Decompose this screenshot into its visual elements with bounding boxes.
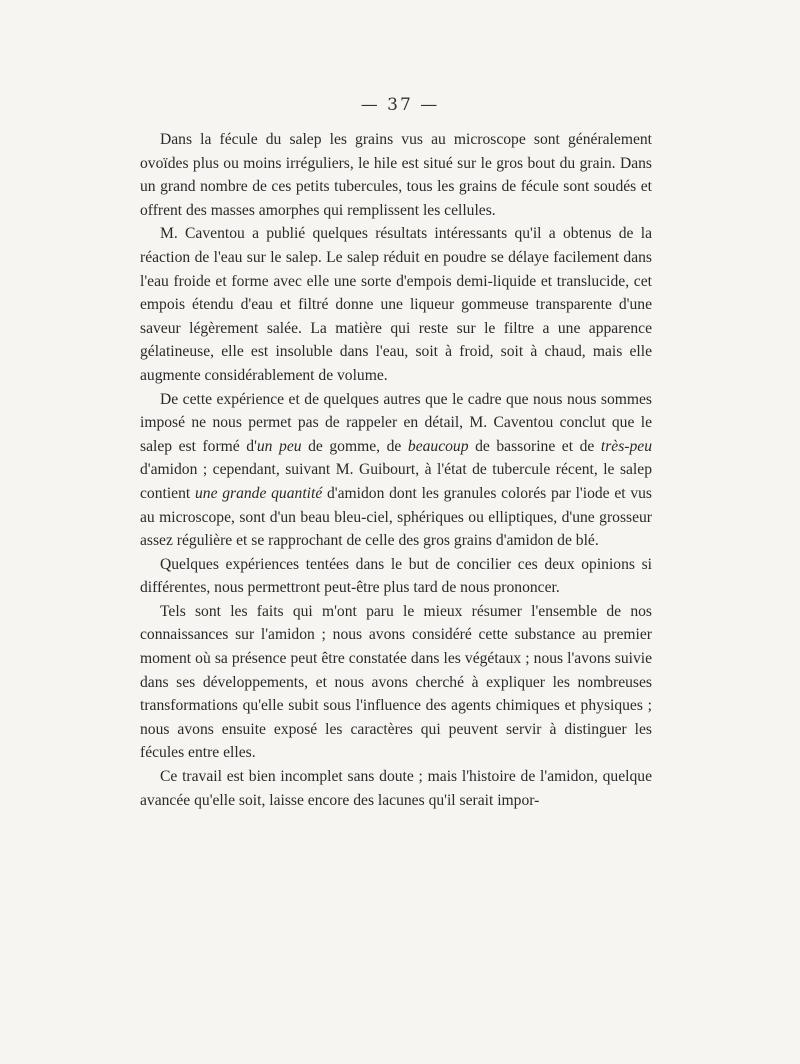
text-run: Ce travail est bien incomplet sans doute ; mais l'histoire de l'amidon, quelque avancée qu'elle soit, laisse encore des lacunes qu'il serait impor- — [140, 768, 652, 809]
italic-phrase: très-peu — [600, 437, 652, 455]
italic-phrase: un peu — [256, 437, 302, 455]
paragraph-p4 — [140, 553, 652, 600]
body-text — [140, 128, 652, 812]
paragraph-p3 — [140, 388, 652, 553]
text-run: M. Caventou a publié quelques résultats intéressants qu'il a obtenus de la réaction de l'eau sur le salep. Le salep réduit en poudre se délaye facilement dans l'eau froide et forme avec elle une sorte d'empois demi-liquide et translucide, cet empois étendu d'eau et filtré donne une liqueur gommeuse transparente d'une saveur légèrement salée. La matière qui reste sur le filtre a une apparence gélatineuse, elle est insoluble dans l'eau, soit à froid, soit à chaud, mais elle augmente considérablement de volume. — [140, 225, 652, 384]
paragraph-p5 — [140, 600, 652, 765]
paragraph-p6 — [140, 765, 652, 812]
text-run: Quelques expériences tentées dans le but de concilier ces deux opinions si différentes, nous permettront peut-être plus tard de nous prononcer. — [140, 555, 652, 597]
text-run: Dans la fécule du salep les grains vus au microscope sont généralement ovoïdes plus ou moins irréguliers, le hile est situé sur le gros bout du grain. Dans un grand nombre de ces petits tubercules, tous les grains de fécule sont soudés et offrent des masses amorphes qui remplissent les cellules. — [140, 131, 652, 219]
italic-phrase: une grande quantité — [194, 484, 323, 502]
page-number: — 37 — — [360, 95, 440, 115]
text-run: Tels sont les faits qui m'ont paru le mieux résumer l'ensemble de nos connaissances sur l'amidon ; nous avons considéré cette substance au premier moment où sa présence peut être constatée dans les végétaux ; nous l'avons suivie dans ses développements, et nous avons cherché à expliquer les nombreuses transformations qu'elle subit sous l'influence des agents chimiques et physiques ; nous avons ensuite exposé les caractères qui peuvent servir à distinguer les fécules entre elles. — [140, 602, 652, 762]
paragraph-p1 — [140, 128, 652, 222]
text-run: De cette expérience et de quelques autres que le cadre que nous nous sommes imposé ne nous permet pas de rappeler en détail, M. Caventou conclut que le salep est formé d' — [140, 390, 652, 455]
text-run: d'amidon ; cependant, suivant M. Guibourt, à l'état de tubercule récent, le salep contient — [140, 461, 652, 502]
text-run: de bassorine et de — [468, 437, 601, 455]
italic-phrase: beaucoup — [407, 437, 469, 455]
text-run: de gomme, de — [301, 437, 408, 455]
paragraph-p2 — [140, 222, 652, 387]
text-run: d'amidon dont les granules colorés par l'iode et vus au microscope, sont d'un beau bleu-ciel, sphériques ou elliptiques, d'une grosseur assez régulière et se rapprochant de celle des gros grains d'amidon de blé. — [140, 484, 652, 550]
